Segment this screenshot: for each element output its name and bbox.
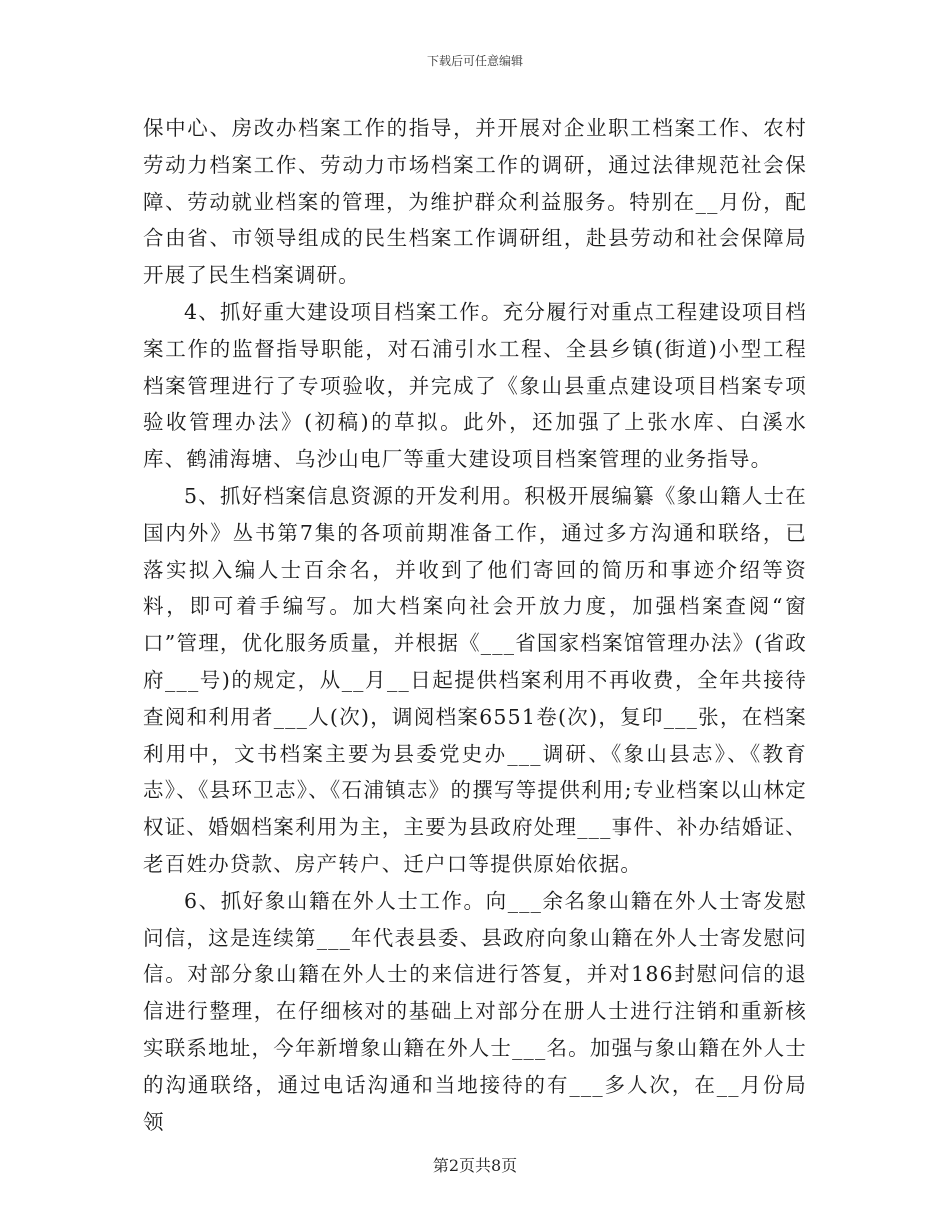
document-body	[143, 110, 807, 1140]
page-indicator: 第2页共8页	[432, 1156, 518, 1175]
paragraph-item-6: 6、抓好象山籍在外人士工作。向___余名象山籍在外人士寄发慰问信，这是连续第___年代表县委、县政府向象山籍在外人士寄发慰问信。对部分象山籍在外人士的来信进行答复，并对186封慰问信的退信进行整理，在仔细核对的基础上对部分在册人士进行注销和重新核实联系地址，今年新增象山籍在外人士___名。加强与象山籍在外人士的沟通联络，通过电话沟通和当地接待的有___多人次，在__月份局领	[143, 888, 807, 1134]
paragraph-item-4: 4、抓好重大建设项目档案工作。充分履行对重点工程建设项目档案工作的监督指导职能，对石浦引水工程、全县乡镇(街道)小型工程档案管理进行了专项验收，并完成了《象山县重点建设项目档案专项验收管理办法》(初稿)的草拟。此外，还加强了上张水库、白溪水库、鹤浦海塘、乌沙山电厂等重大建设项目档案管理的业务指导。	[143, 299, 807, 472]
header-note: 下载后可任意编辑	[426, 54, 523, 68]
paragraph-continuation: 保中心、房改办档案工作的指导，并开展对企业职工档案工作、农村劳动力档案工作、劳动力市场档案工作的调研，通过法律规范社会保障、劳动就业档案的管理，为维护群众利益服务。特别在__月份，配合由省、市领导组成的民生档案工作调研组，赴县劳动和社会保障局开展了民生档案调研。	[143, 116, 807, 288]
paragraph-item-5: 5、抓好档案信息资源的开发利用。积极开展编纂《象山籍人士在国内外》丛书第7集的各项前期准备工作，通过多方沟通和联络，已落实拟入编人士百余名，并收到了他们寄回的简历和事迹介绍等资料，即可着手编写。加大档案向社会开放力度，加强档案查阅“窗口”管理，优化服务质量，并根据《___省国家档案馆管理办法》(省政府___号)的规定，从__月__日起提供档案利用不再收费，全年共接待查阅和利用者___人(次)，调阅档案6551卷(次)，复印___张，在档案利用中，文书档案主要为县委党史办___调研、《象山县志》、《教育志》、《县环卫志》、《石浦镇志》的撰写等提供利用;专业档案以山林定权证、婚姻档案利用为主，主要为县政府处理___事件、补办结婚证、老百姓办贷款、房产转户、迁户口等提供原始依据。	[143, 483, 807, 876]
